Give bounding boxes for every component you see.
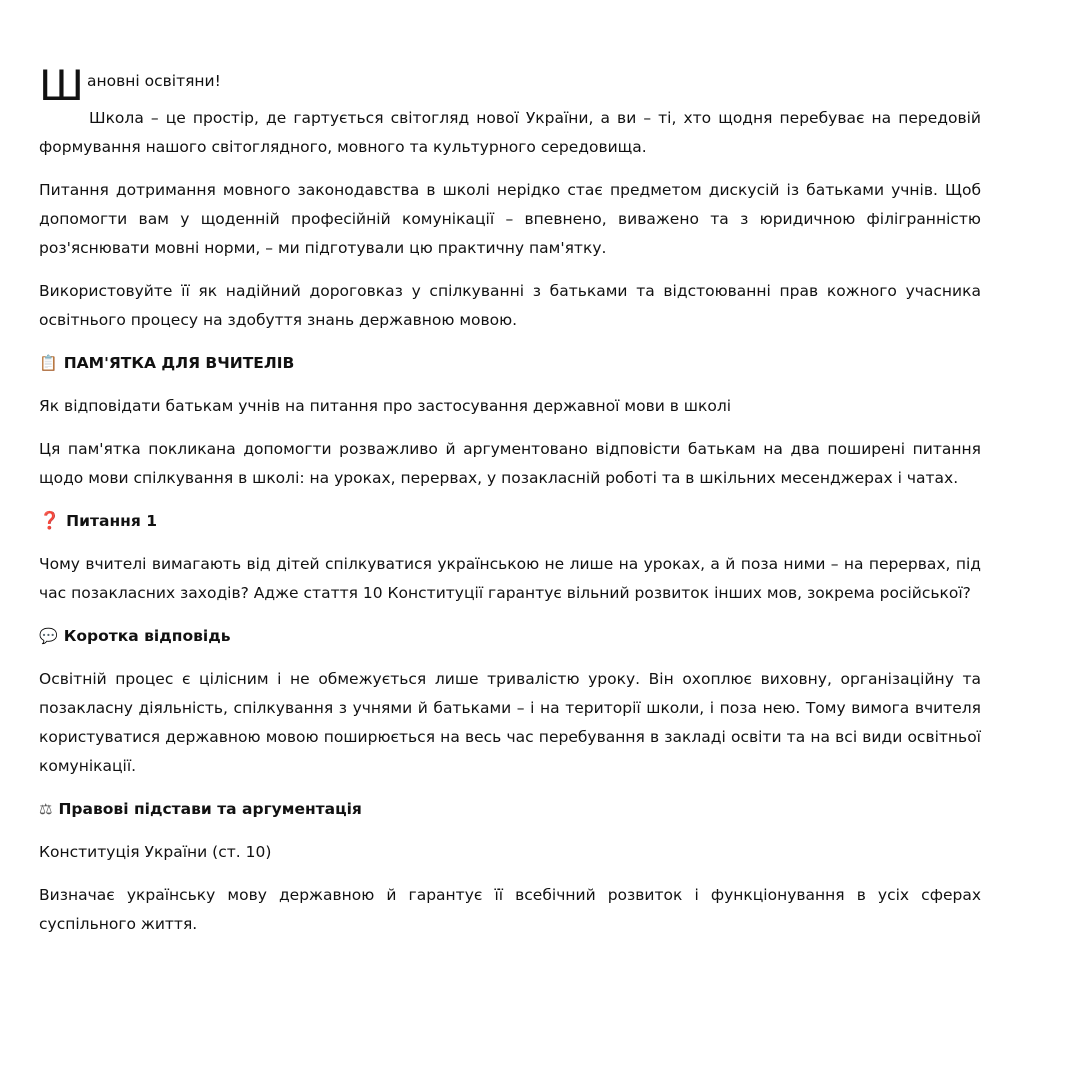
question-mark-icon: ❓: [39, 511, 61, 531]
question-1-title: Питання 1: [66, 512, 157, 530]
scales-icon: ⚖: [39, 800, 53, 818]
legal-source: Конституція України (ст. 10): [39, 843, 272, 861]
memo-subtitle: Як відповідати батькам учнів на питання про застосування державної мови в школі: [39, 397, 732, 415]
legal-title: Правові підстави та аргументація: [58, 800, 362, 818]
memo-heading: [39, 349, 981, 378]
legal-heading: [39, 795, 981, 824]
question-1-text: Чому вчителі вимагають від дітей спілкуватися українською не лише на уроках, а й поза ними – на перервах, під час позакласних заходів? Адже стаття 10 Конституції гарантує вільний розвиток інших мов, зокрема російської?: [39, 555, 981, 602]
intro-paragraph-1: Школа – це простір, де гартується світогляд нової України, а ви – ті, хто щодня перебуває на передовій формування нашого світоглядного, мовного та культурного середовища.: [39, 109, 981, 156]
short-answer-heading: [39, 622, 981, 651]
intro-paragraph-2: Питання дотримання мовного законодавства в школі нерідко стає предметом дискусій із батьками учнів. Щоб допомогти вам у щоденній професійній комунікації – впевнено, виважено та з юридичною філігранністю роз'яснювати мовні норми, – ми підготували цю практичну пам'ятку.: [39, 181, 981, 257]
drop-cap: Ш: [39, 61, 84, 110]
legal-text: Визначає українську мову державною й гарантує її всебічний розвиток і функціонування в усіх сферах суспільного життя.: [39, 886, 981, 933]
document-page: [39, 62, 981, 939]
short-answer-text: Освітній процес є цілісним і не обмежується лише тривалістю уроку. Він охоплює виховну, організаційну та позакласну діяльність, спілкування з учнями й батьками – і на території школи, і поза нею. Тому вимога вчителя користуватися державною мовою поширюється на весь час перебування в закладі освіти та на всі види освітньої комунікації.: [39, 670, 981, 775]
memo-icon: 📋: [39, 354, 58, 372]
short-answer-title: Коротка відповідь: [63, 627, 231, 645]
intro-paragraph-3: Використовуйте її як надійний дороговказ у спілкуванні з батьками та відстоюванні прав кожного учасника освітнього процесу на здобуття знань державною мовою.: [39, 282, 981, 329]
memo-description: Ця пам'ятка покликана допомогти розважливо й аргументовано відповісти батькам на два поширені питання щодо мови спілкування в школі: на уроках, перервах, у позакласній роботі та в шкільних месенджерах і чатах.: [39, 440, 981, 487]
speech-bubble-icon: 💬: [39, 627, 58, 645]
greeting-text: ановні освітяни!: [87, 72, 221, 90]
memo-title: ПАМ'ЯТКА ДЛЯ ВЧИТЕЛІВ: [63, 354, 295, 372]
question-1-heading: [39, 507, 981, 536]
greeting: [39, 61, 981, 110]
